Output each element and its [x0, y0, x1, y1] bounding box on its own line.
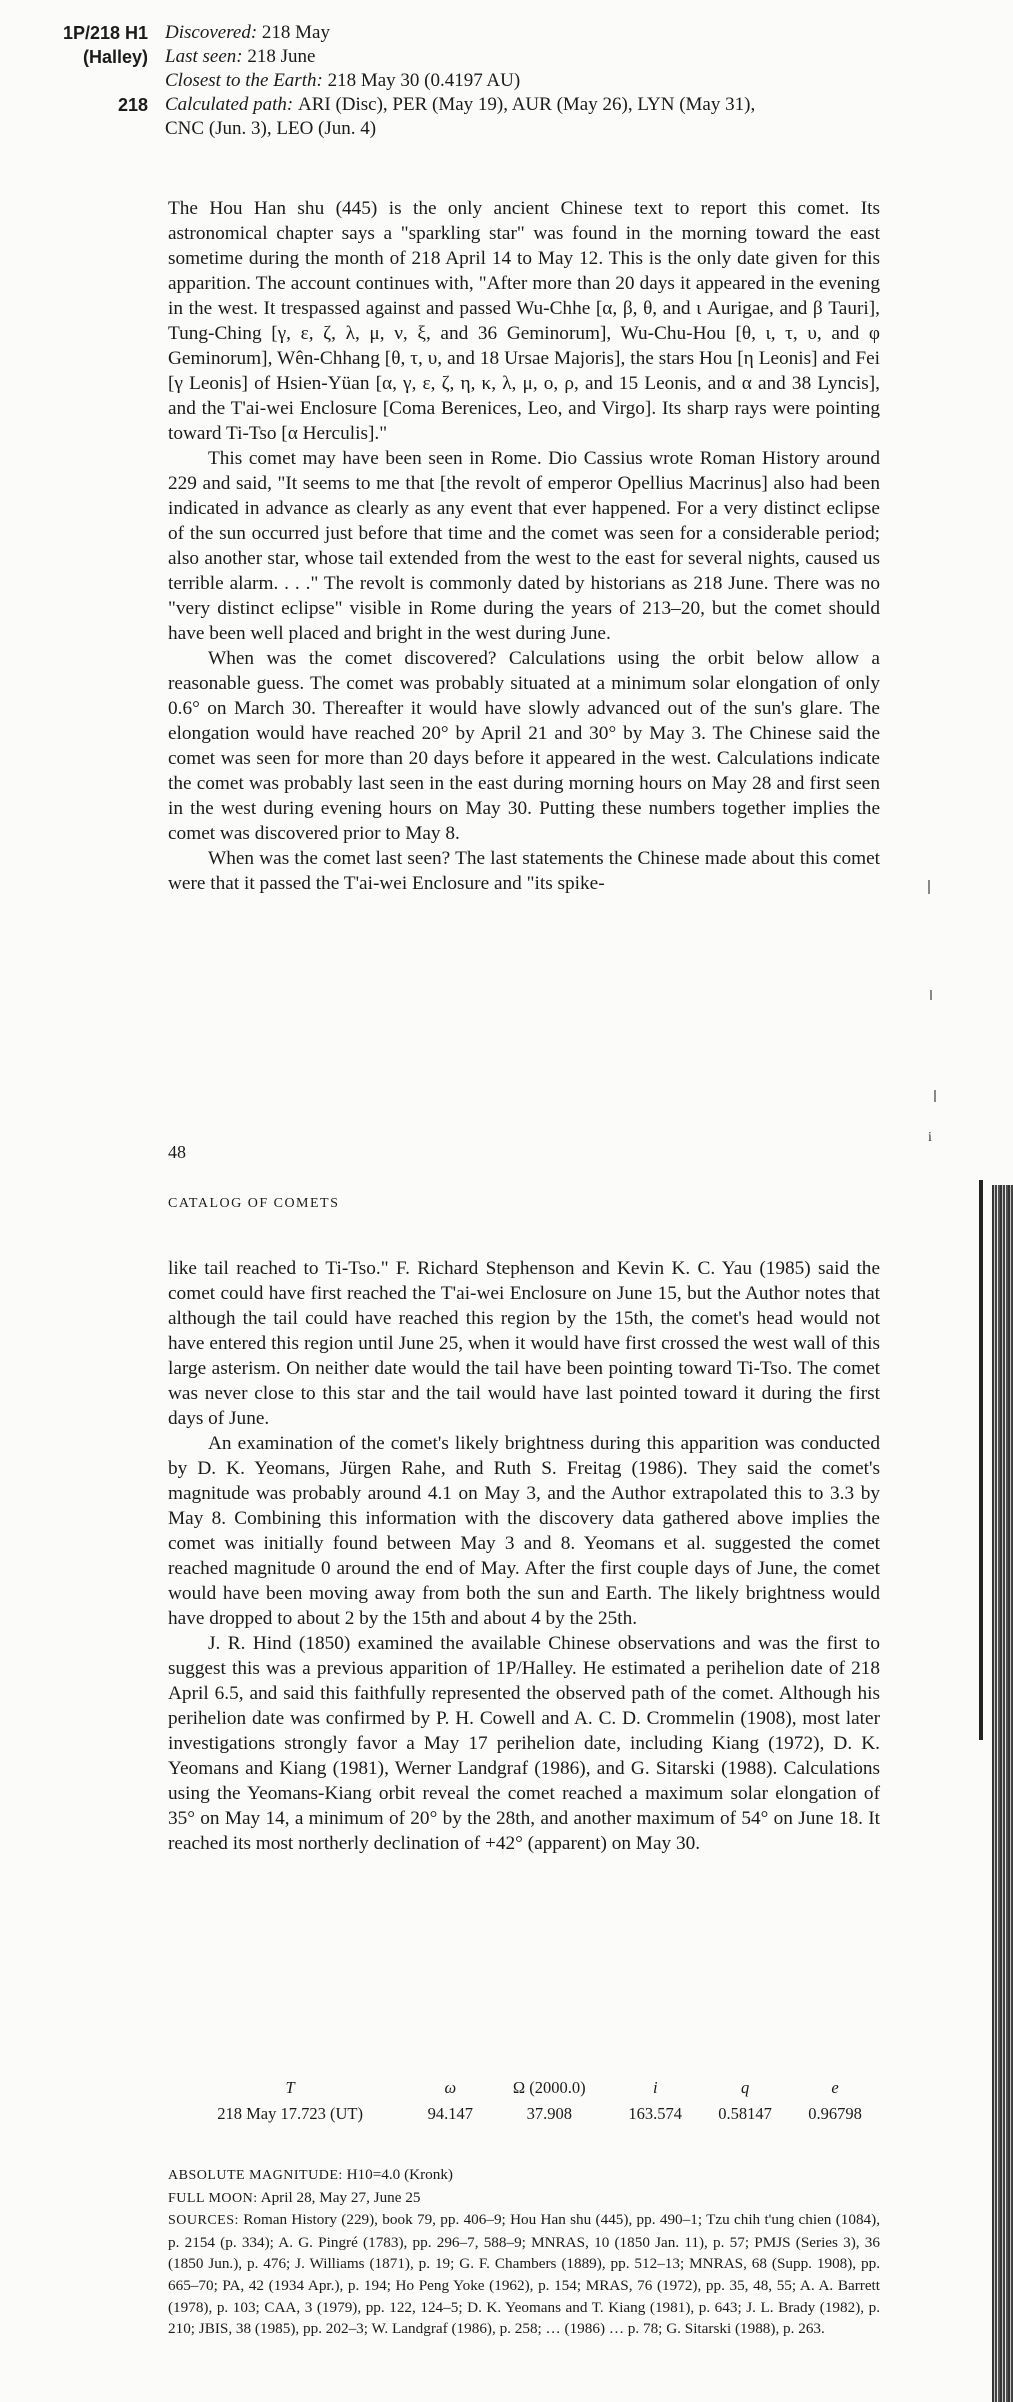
- path-line-cont: CNC (Jun. 3), LEO (Jun. 4): [165, 118, 377, 139]
- column-header: i: [652, 2078, 658, 2097]
- paragraph: An examination of the comet's likely brightness during this apparition was conducted by D. K. Yeomans, Jürgen Rahe, and Ruth S. Freitag (1986). They said the comet's magnitude was probably around 4.1 on May 3, and the Author extrapolated this to 3.3 by May 8. Combining this information with the discovery data gathered above implies the comet was initially found between May 3 and 8. Yeomans et al. suggested the comet reached magnitude 0 around the end of May. After the first couple days of June, the comet would have been moving away from both the sun and Earth. The likely brightness would have dropped to about 2 by the 15th and about 4 by the 25th.: [168, 1433, 880, 1629]
- scan-speck: [934, 1090, 936, 1102]
- column-header: q: [740, 2078, 750, 2097]
- comet-year-number: 218: [117, 95, 148, 115]
- scan-speck: [930, 990, 932, 1000]
- table-row: [168, 2104, 880, 2124]
- paragraph: The Hou Han shu (445) is the only ancient Chinese text to report this comet. Its astronomical chapter says a "sparkling star" was found in the morning toward the east sometime during the month of 218 April 14 to May 12. This is the only date given for this apparition. The account continues with, "After more than 20 days it appeared in the evening in the west. It trespassed against and passed Wu-Chhe [α, β, θ, and ι Aurigae, and β Tauri], Tung-Ching [γ, ε, ζ, λ, μ, ν, ξ, and 36 Geminorum], Wu-Chu-Hou [θ, ι, τ, υ, and φ Geminorum], Wên-Chhang [θ, τ, υ, and 18 Ursae Majoris], the stars Hou [η Leonis] and Fei [γ Leonis] of Hsien-Yüan [α, γ, ε, ζ, η, κ, λ, μ, ο, ρ, and 15 Leonis, and α and 38 Lyncis], and the T'ai-wei Enclosure [Coma Berenices, Leo, and Virgo]. Its sharp rays were pointing toward Ti-Tso [α Herculis].": [168, 198, 880, 444]
- last-seen-line: Last seen: 218 June: [165, 46, 316, 67]
- table-cell: 94.147: [427, 2104, 473, 2123]
- column-header: e: [831, 2078, 839, 2097]
- table-cell: 163.574: [628, 2104, 683, 2123]
- scan-speck: [928, 880, 930, 894]
- column-header: T: [285, 2078, 295, 2097]
- scan-page-edge: [992, 1185, 1013, 2402]
- column-header: Ω (2000.0): [512, 2078, 586, 2097]
- scan-mark: i: [928, 1130, 932, 1145]
- body-section-1: [168, 196, 880, 896]
- path-line: Calculated path: ARI (Disc), PER (May 19), AUR (May 26), LYN (May 31),: [165, 94, 756, 115]
- paragraph: When was the comet discovered? Calculations using the orbit below allow a reasonable guess. The comet was probably situated at a minimum solar elongation of only 0.6° on March 30. Thereafter it would have slowly advanced out of the sun's glare. The elongation would have reached 20° by April 21 and 30° by May 3. The Chinese said the comet was seen for more than 20 days before it appeared in the west. Calculations indicate the comet was probably last seen in the east during morning hours on May 28 and first seen in the west during evening hours on May 30. Putting these numbers together implies the comet was discovered prior to May 8.: [168, 648, 880, 844]
- paragraph: like tail reached to Ti-Tso." F. Richard Stephenson and Kevin K. C. Yau (1985) said the comet could have first reached the T'ai-wei Enclosure on June 15, but the Author notes that although the tail could have reached this region by the 15th, the comet's head would not have entered this region until June 25, when it would have first crossed the west wall of this large asterism. On neither date would the tail have been pointing toward Ti-Tso. The comet was never close to this star and the tail would have last pointed toward it during the first days of June.: [168, 1258, 880, 1429]
- closest-line: Closest to the Earth: 218 May 30 (0.4197 AU): [165, 70, 521, 91]
- discovered-line: Discovered: 218 May: [165, 22, 330, 43]
- body-section-2: [168, 1256, 880, 1856]
- absolute-magnitude-line: ABSOLUTE MAGNITUDE: H10=4.0 (Kronk): [168, 2166, 453, 2183]
- paragraph: J. R. Hind (1850) examined the available Chinese observations and was the first to suggest this was a previous apparition of 1P/Halley. He estimated a perihelion date of 218 April 6.5, and said this faithfully represented the observed path of the comet. Although his perihelion date was confirmed by P. H. Cowell and A. C. D. Crommelin (1908), most later investigations strongly favor a May 17 perihelion date, including Kiang (1972), D. K. Yeomans and Kiang (1981), Werner Landgraf (1986), and G. Sitarski (1988). Calculations using the Yeomans-Kiang orbit reveal the comet reached a maximum solar elongation of 35° on May 14, a minimum of 20° by the 28th, and another maximum of 54° on June 18. It reached its most northerly declination of +42° (apparent) on May 30.: [168, 1633, 880, 1854]
- table-header-row: [168, 2078, 880, 2104]
- column-header: ω: [444, 2078, 457, 2097]
- table-cell: 37.908: [526, 2104, 572, 2123]
- sources-line: SOURCES: Roman History (229), book 79, pp. 406–9; Hou Han shu (445), pp. 490–1; Tzu chih t'ung chien (1084), p. 2154 (p. 334); A. G. Pingré (1783), pp. 296–7, 588–9; MNRAS, 10 (1850 Jan. 11), p. 57; PMJS (Series 3), 36 (1850 Jun.), p. 476; J. Williams (1871), p. 19; G. F. Chambers (1889), pp. 512–13; MNRAS, 68 (Supp. 1908), pp. 665–70; PA, 42 (1934 Apr.), p. 194; Ho Peng Yoke (1962), p. 154; MRAS, 76 (1972), pp. 35, 48, 55; A. A. Barrett (1978), p. 103; CAA, 3 (1979), pp. 122, 124–5; D. K. Yeomans and T. Kiang (1981), p. 643; J. L. Brady (1982), p. 210; JBIS, 38 (1985), pp. 202–3; W. Landgraf (1986), p. 258; … (1986) … p. 78; G. Sitarski (1988), p. 263.: [168, 2211, 880, 2338]
- running-head: CATALOG OF COMETS: [168, 1196, 340, 1211]
- comet-name: (Halley): [82, 47, 148, 67]
- table-cell: 0.96798: [808, 2104, 862, 2123]
- paragraph: This comet may have been seen in Rome. Dio Cassius wrote Roman History around 229 and said, "It seems to me that [the revolt of emperor Opellius Macrinus] also had been indicated in advance as clearly as any event that ever happened. For a very distinct eclipse of the sun occurred just before that time and the comet was seen for a considerable period; also another star, whose tail extended from the west to the east for several nights, caused us terrible alarm. . . ." The revolt is commonly dated by historians as 218 June. There was no "very distinct eclipse" visible in Rome during the years of 213–20, but the comet should have been well placed and bright in the west during June.: [168, 448, 880, 644]
- page-number: 48: [168, 1142, 186, 1162]
- comet-designation: 1P/218 H1: [62, 23, 148, 43]
- paragraph: When was the comet last seen? The last statements the Chinese made about this comet were that it passed the T'ai-wei Enclosure and "its spike-: [168, 848, 880, 894]
- notes-block: [168, 2164, 880, 2340]
- full-moon-line: FULL MOON: April 28, May 27, June 25: [168, 2188, 421, 2206]
- orbital-elements-table: [168, 2078, 880, 2124]
- table-cell: 218 May 17.723 (UT): [217, 2104, 363, 2123]
- scan-edge-bar: [979, 1180, 983, 1740]
- table-cell: 0.58147: [718, 2104, 772, 2123]
